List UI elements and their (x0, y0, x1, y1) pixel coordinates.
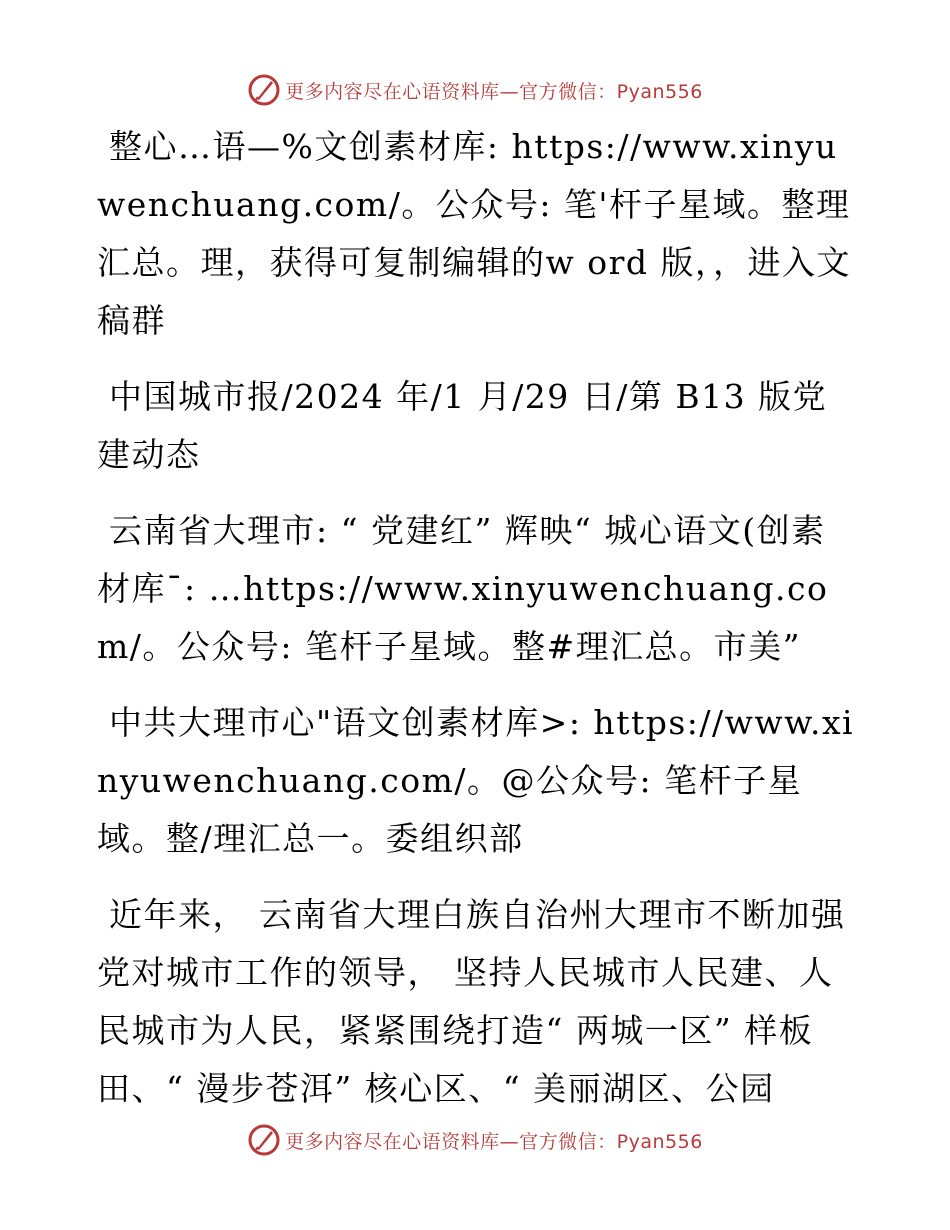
paragraph-citation: 中国城市报/2024 年/1 月/29 日/第 B13 版党建动态 (97, 377, 828, 474)
paragraph-body: 近年来， 云南省大理白族自治州大理市不断加强党对城市工作的领导， 坚持人民城市人民建、人民城市为人民，紧紧围绕打造“ 两城一区” 样板田、“ 漫步苍洱” 核心区、“ 美丽湖区、公园 (97, 895, 846, 1108)
wechat-handle: Pyan556 (616, 1130, 703, 1153)
paragraph-source-note: 整心…语—%文创素材库: https://www.xinyuwenchuang.com/。公众号: 笔'杆子星域。整理汇总。理，获得可复制编辑的w ord 版，，进入文稿群 (97, 127, 851, 340)
quill-logo-icon (247, 73, 281, 107)
banner-text: 更多内容尽在心语资料库—官方微信：Pyan556 (285, 80, 703, 103)
banner-text: 更多内容尽在心语资料库—官方微信：Pyan556 (285, 1130, 703, 1153)
header-banner (0, 70, 950, 110)
document-body (97, 118, 857, 1136)
paragraph-title: 云南省大理市: “ 党建红” 辉映“ 城心语文(创素材库¯: …https://www.xinyuwenchuang.com/。公众号: 笔杆子星域。整#理汇总。市美” (97, 511, 829, 666)
footer-banner (0, 1120, 950, 1160)
quill-logo-icon (247, 1123, 281, 1157)
paragraph-author: 中共大理市心"语文创素材库>: https://www.xinyuwenchuang.com/。@公众号: 笔杆子星域。整/理汇总一。委组织部 (97, 703, 855, 858)
wechat-handle: Pyan556 (616, 80, 703, 103)
